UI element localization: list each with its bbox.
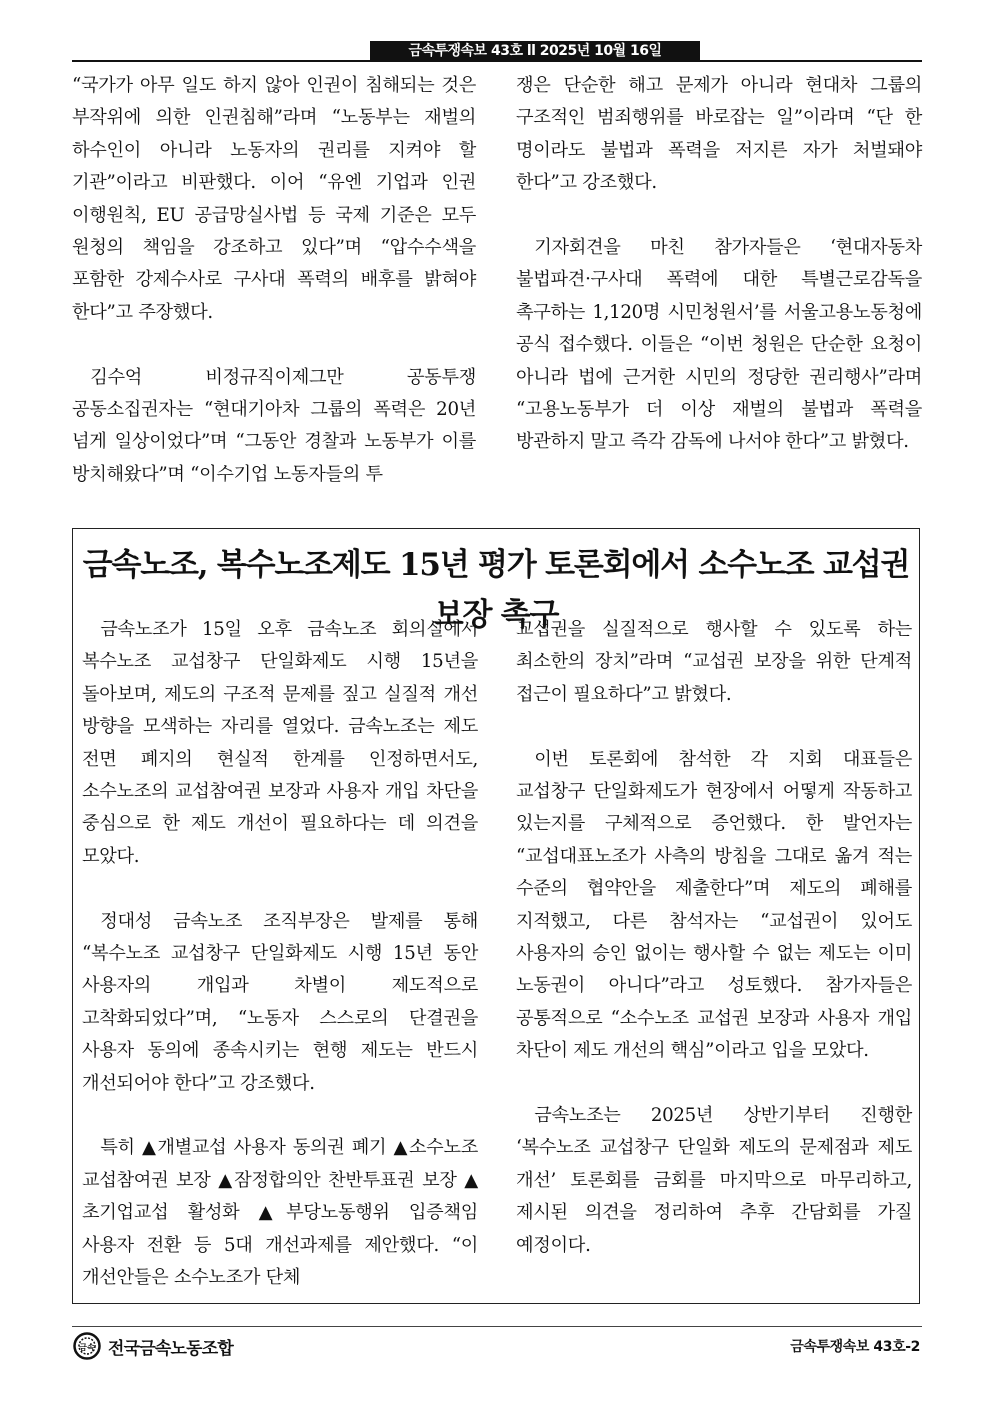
boxed-article-left-column xyxy=(82,614,478,1327)
logo-mark: 금속 xyxy=(79,1343,95,1352)
top-article-right-column xyxy=(516,70,922,491)
page-label: 금속투쟁속보 43호-2 xyxy=(790,1339,920,1355)
paragraph: 이번 토론회에 참석한 각 지회 대표들은 교섭창구 단일화제도가 현장에서 어떻게 작동하고 있는지를 구체적으로 증언했다. 한 발언자는 “교섭대표노조가 사측의 방침을 그대로 옮겨 적는 수준의 협약안을 제출한다”며 제도의 폐해를 지적했고, 다른 참석자는 “교섭권이 있어도 사용자의 승인 없이는 행사할 수 없는 제도는 이미 노동권이 아니다”라고 성토했다. 참가자들은 공통적으로 “소수노조 교섭권 보장과 사용자 개입 차단이 제도 개선의 핵심”이라고 입을 모았다. xyxy=(516,748,912,1062)
union-logo-icon xyxy=(72,1332,102,1360)
footer-rule xyxy=(72,1326,922,1327)
paragraph: 김수억 비정규직이제그만 공동투쟁 공동소집권자는 “현대기아차 그룹의 폭력은 20년 넘게 일상이었다”며 “그동안 경찰과 노동부가 이를 방치해왔다”며 “이수기업 노동자들의 투 xyxy=(72,366,476,485)
org-name: 전국금속노동조합 xyxy=(108,1338,233,1359)
paragraph: 교섭권을 실질적으로 행사할 수 있도록 하는 최소한의 장치”라며 “교섭권 보장을 위한 단계적 접근이 필요하다”고 밝혔다. xyxy=(516,619,912,705)
issue-header xyxy=(72,41,922,61)
article-headline: 금속노조, 복수노조제도 15년 평가 토론회에서 소수노조 교섭권 보장 촉구 xyxy=(82,547,910,633)
paragraph: 정대성 금속노조 조직부장은 발제를 통해 “복수노조 교섭창구 단일화제도 시행 15년 동안 사용자의 개입과 차별이 제도적으로 고착화되었다”며, “노동자 스스로의 단결권을 사용자 동의에 종속시키는 현행 제도는 반드시 개선되어야 한다”고 강조했다. xyxy=(82,910,478,1094)
boxed-article-right-column xyxy=(516,614,912,1294)
header-rule xyxy=(72,60,922,62)
paragraph: 특히 ▲개별교섭 사용자 동의권 폐기 ▲소수노조 교섭참여권 보장 ▲잠정합의안 찬반투표권 보장 ▲초기업교섭 활성화 ▲부당노동행위 입증책임 사용자 전환 등 5대 개선과제를 제안했다. “이 개선안들은 소수노조가 단체 xyxy=(82,1137,478,1289)
paragraph: 쟁은 단순한 해고 문제가 아니라 현대차 그룹의 구조적인 범죄행위를 바로잡는 일”이라며 “단 한 명이라도 불법과 폭력을 저지른 자가 처벌돼야 한다”고 강조했다. xyxy=(516,75,922,194)
paragraph: 금속노조는 2025년 상반기부터 진행한 ‘복수노조 교섭창구 단일화 제도의 문제점과 제도 개선’ 토론회를 금회를 마지막으로 마무리하고, 제시된 의견을 정리하여 추후 간담회를 가질 예정이다. xyxy=(516,1105,912,1256)
paragraph: 기자회견을 마친 참가자들은 ‘현대자동차 불법파견·구사대 폭력에 대한 특별근로감독을 촉구하는 1,120명 시민청원서’를 서울고용노동청에 공식 접수했다. 이들은 “이번 청원은 단순한 요청이 아니라 법에 근거한 시민의 정당한 권리행사”라며 “고용노동부가 더 이상 재벌의 불법과 폭력을 방관하지 말고 즉각 감독에 나서야 한다”고 밝혔다. xyxy=(516,237,922,453)
top-article-left-column xyxy=(72,70,476,524)
paragraph: 금속노조가 15일 오후 금속노조 회의실에서 복수노조 교섭창구 단일화제도 시행 15년을 돌아보며, 제도의 구조적 문제를 짚고 실질적 개선 방향을 모색하는 자리를 열었다. 금속노조는 제도 전면 폐지의 현실적 한계를 인정하면서도, 소수노조의 교섭참여권 보장과 사용자 개입 차단을 중심으로 한 제도 개선이 필요하다는 데 의견을 모았다. xyxy=(82,619,478,867)
issue-label: 금속투쟁속보 43호 ll 2025년 10월 16일 xyxy=(370,41,700,61)
paragraph: “국가가 아무 일도 하지 않아 인권이 침해되는 것은 부작위에 의한 인권침해”라며 “노동부는 재벌의 하수인이 아니라 노동자의 권리를 지켜야 할 기관”이라고 비판했다. 이어 “유엔 기업과 인권 이행원칙, EU 공급망실사법 등 국제 기준은 모두 원청의 책임을 강조하고 있다”며 “압수수색을 포함한 강제수사로 구사대 폭력의 배후를 밝혀야 한다”고 주장했다. xyxy=(72,75,476,323)
footer-org xyxy=(72,1331,233,1361)
